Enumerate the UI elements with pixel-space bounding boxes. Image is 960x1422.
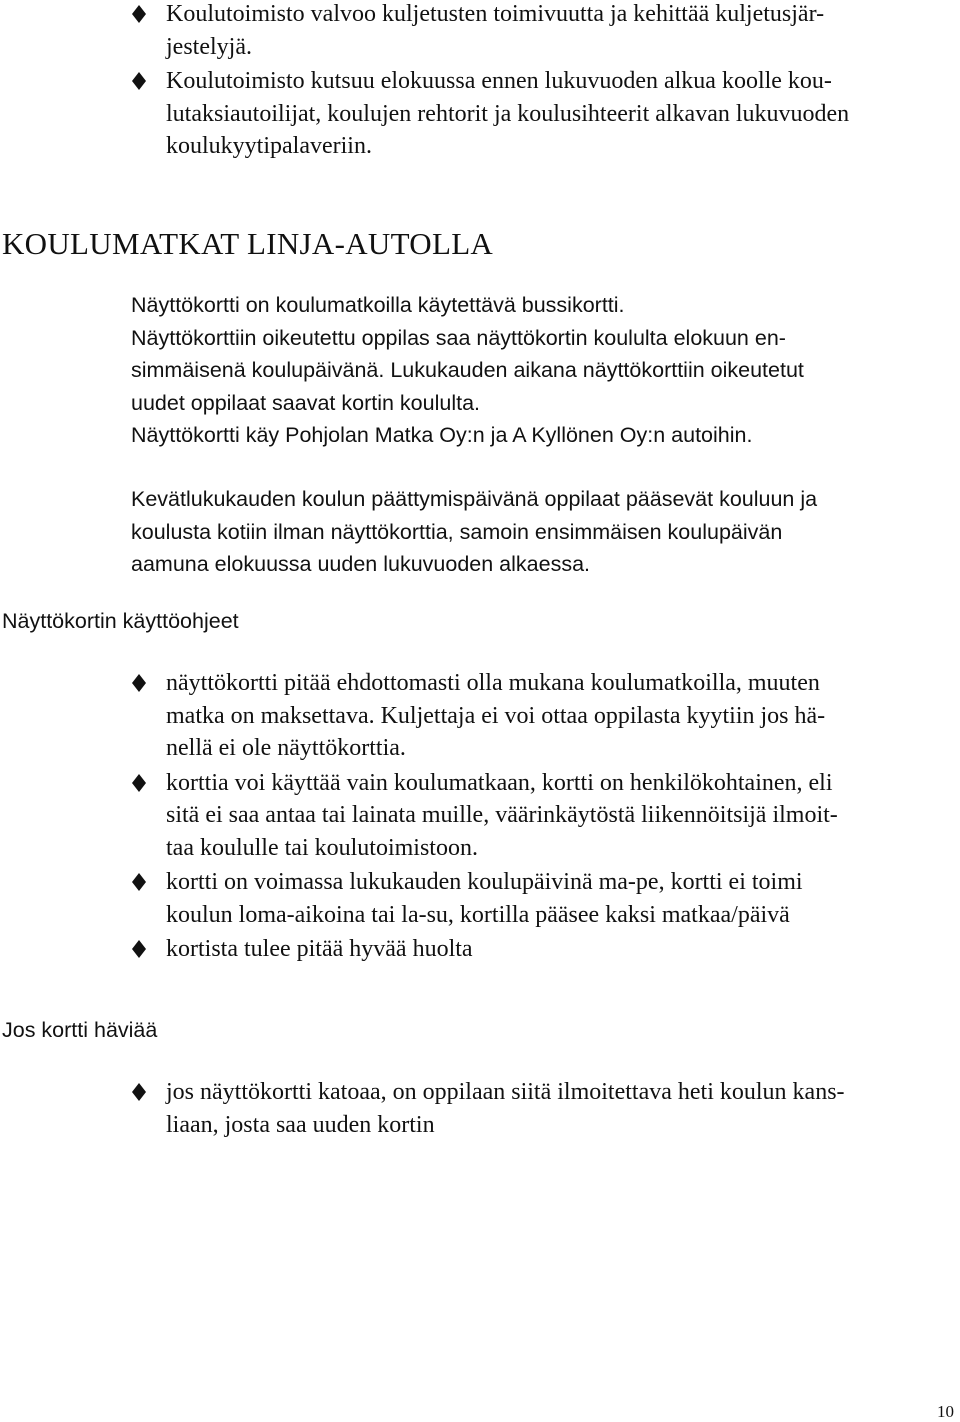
list-item <box>0 933 960 966</box>
diamond-bullet-icon <box>132 72 152 92</box>
diamond-bullet-icon <box>132 873 152 893</box>
bullet-text: jos näyttökortti katoaa, on oppilaan siitä ilmoitettava heti koulun kans- liaan, josta saa uuden kortin <box>166 1079 845 1138</box>
diamond-bullet-icon <box>132 774 152 794</box>
usage-bullet-list <box>0 667 960 966</box>
diamond-bullet-icon <box>132 674 152 694</box>
list-item <box>0 767 960 865</box>
bullet-text: korttia voi käyttää vain koulumatkaan, kortti on henkilökohtainen, eli sitä ei saa antaa tai lainata muille, väärinkäytöstä liikennöitsijä ilmoit- taa koululle tai koulutoimistoon. <box>166 769 838 861</box>
page-number: 10 <box>937 1402 954 1421</box>
diamond-bullet-icon <box>132 5 152 25</box>
bullet-text: Koulutoimisto kutsuu elokuussa ennen lukuvuoden alkua koolle kou- lutaksiautoilijat, koulujen rehtorit ja koulusihteerit alkavan lukuvuoden koulukyytipalaveriin. <box>166 68 850 159</box>
intro-bullet-list <box>0 0 960 163</box>
bullet-text: näyttökortti pitää ehdottomasti olla mukana koulumatkoilla, muuten matka on maksettava. Kuljettaja ei voi ottaa oppilasta kyytiin jos hä- nellä ei ole näyttökorttia. <box>166 670 826 761</box>
list-item <box>0 65 960 163</box>
lost-bullet-list <box>0 1076 960 1141</box>
diamond-bullet-icon <box>132 940 152 960</box>
list-item <box>0 1076 960 1141</box>
section-heading: KOULUMATKAT LINJA-AUTOLLA <box>2 226 494 261</box>
list-item <box>0 0 960 63</box>
spring-paragraph: Kevätlukukauden koulun päättymispäivänä oppilaat pääsevät kouluun ja koulusta kotiin ilman näyttökorttia, samoin ensimmäisen koulupäivän aamuna elokuussa uuden lukuvuoden alkaessa. <box>131 487 818 576</box>
diamond-bullet-icon <box>132 1083 152 1103</box>
bullet-text: kortista tulee pitää hyvää huolta <box>166 936 473 962</box>
usage-heading: Näyttökortin käyttöohjeet <box>2 609 239 633</box>
list-item <box>0 866 960 931</box>
info-paragraph: Näyttökortti on koulumatkoilla käytettävä bussikortti. Näyttökorttiin oikeutettu oppilas saa näyttökortin koululta elokuun en- simmäisenä koulupäivänä. Lukukauden aikana näyttökorttiin oikeutetut uudet oppilaat saavat kortin koululta. Näyttökortti käy Pohjolan Matka Oy:n ja A Kyllönen Oy:n autoihin. <box>131 293 804 447</box>
bullet-text: Koulutoimisto valvoo kuljetusten toimivuutta ja kehittää kuljetusjär- jestelyjä. <box>166 1 825 60</box>
lost-heading: Jos kortti häviää <box>2 1018 158 1042</box>
list-item <box>0 667 960 765</box>
bullet-text: kortti on voimassa lukukauden koulupäivinä ma-pe, kortti ei toimi koulun loma-aikoina tai la-su, kortilla pääsee kaksi matkaa/päivä <box>166 869 803 928</box>
